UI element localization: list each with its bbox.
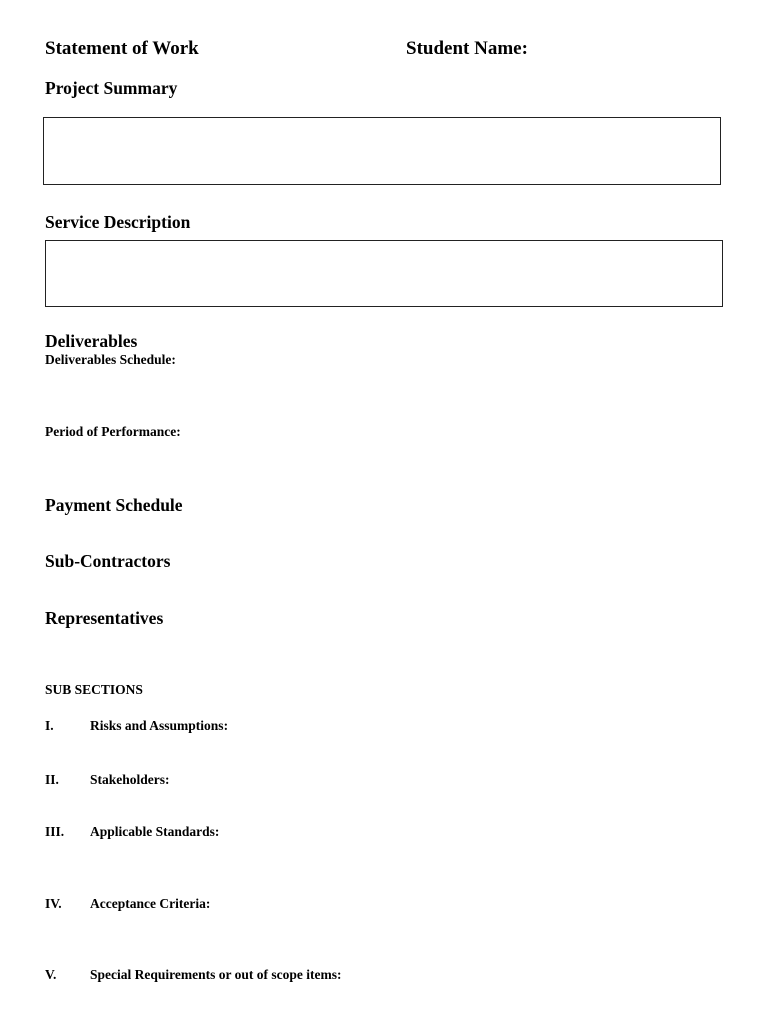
period-of-performance-label: Period of Performance:: [45, 424, 181, 439]
document-title: Statement of Work: [45, 38, 199, 59]
sub-section-label: Acceptance Criteria:: [90, 896, 211, 911]
sub-contractors-heading: Sub-Contractors: [45, 551, 171, 571]
project-summary-field[interactable]: [43, 117, 721, 185]
deliverables-schedule-label: Deliverables Schedule:: [45, 352, 176, 367]
sub-section-numeral: I.: [45, 718, 54, 733]
sub-sections-heading: SUB SECTIONS: [45, 682, 143, 697]
service-description-field[interactable]: [45, 240, 723, 307]
representatives-heading: Representatives: [45, 608, 164, 628]
sub-section-label: Applicable Standards:: [90, 824, 220, 839]
payment-schedule-heading: Payment Schedule: [45, 495, 183, 515]
sub-section-label: Stakeholders:: [90, 772, 170, 787]
sub-section-numeral: IV.: [45, 896, 62, 911]
sub-section-label: Risks and Assumptions:: [90, 718, 229, 733]
student-name-label: Student Name:: [406, 38, 528, 59]
deliverables-heading: Deliverables: [45, 331, 138, 351]
sub-section-numeral: III.: [45, 824, 65, 839]
project-summary-heading: Project Summary: [45, 78, 178, 98]
sub-section-label: Special Requirements or out of scope items:: [90, 967, 342, 982]
service-description-heading: Service Description: [45, 212, 191, 232]
sub-section-numeral: V.: [45, 967, 57, 982]
sub-section-numeral: II.: [45, 772, 59, 787]
